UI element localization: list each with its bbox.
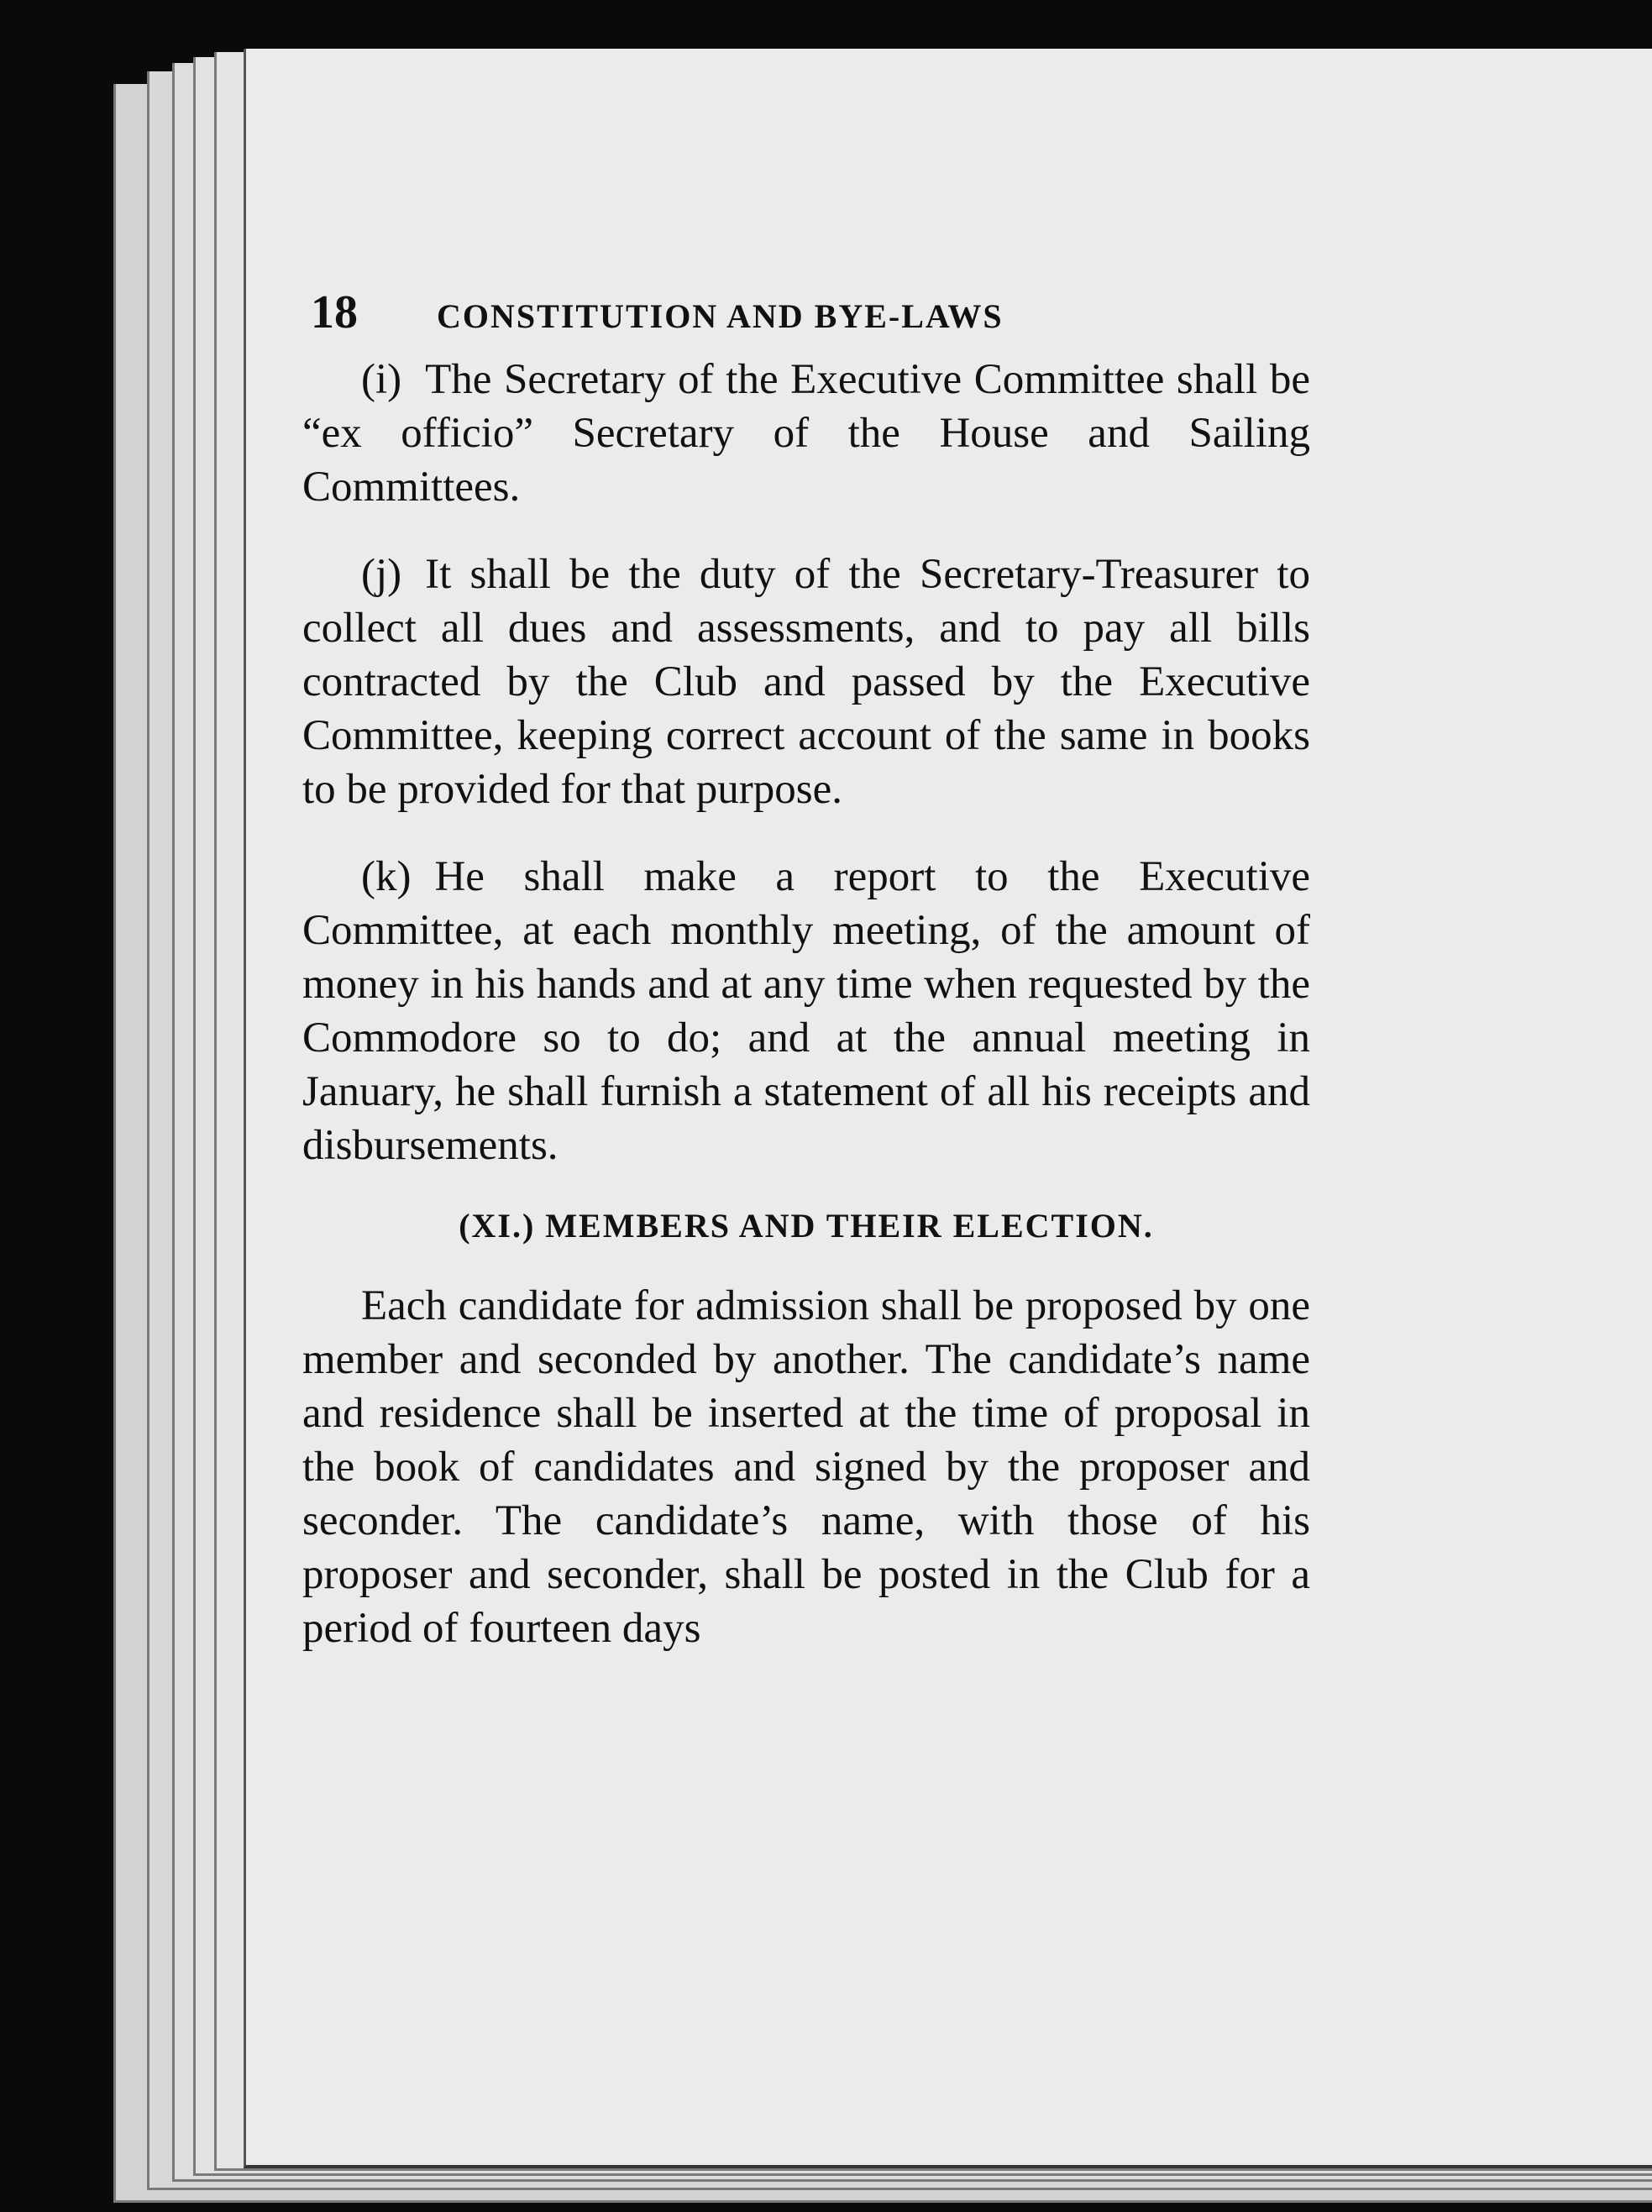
paragraph-text: He shall make a report to the Executive Committee, at each monthly meeting, of the amount of money in his hands and at any time when requested by the Commodore so to do; and at the annual meeting in January, he shall furnish a statement of all his receipts and disbursements. bbox=[302, 853, 1310, 1169]
paragraph-i bbox=[302, 353, 1310, 514]
paragraph-k bbox=[302, 850, 1310, 1172]
paragraph-text: It shall be the duty of the Secretary-Treasurer to collect all dues and assessments, and to pay all bills contracted by the Club and passed by the Executive Committee, keeping correct account of the same in books to be provided for that purpose. bbox=[302, 551, 1310, 813]
section-paragraph: Each candidate for admission shall be proposed by one member and seconded by another. The candidate’s name and residence shall be inserted at the time of proposal in the book of candidates and signed by the proposer and seconder. The candidate’s name, with those of his proposer and seconder, shall be posted in the Club for a period of fourteen days bbox=[302, 1282, 1310, 1652]
paragraph-j bbox=[302, 548, 1310, 816]
page-number: 18 bbox=[311, 286, 358, 338]
page-content bbox=[302, 286, 1310, 1689]
paragraph-tag: (j) bbox=[361, 551, 402, 598]
paragraph-tag: (k) bbox=[361, 853, 412, 900]
paragraph-tag: (i) bbox=[361, 356, 402, 403]
paragraph-text: The Secretary of the Executive Committee shall be “ex officio” Secretary of the House and Sailing Committees. bbox=[302, 356, 1310, 511]
section-heading: (XI.) MEMBERS AND THEIR ELECTION. bbox=[459, 1207, 1154, 1245]
running-title: CONSTITUTION AND BYE-LAWS bbox=[437, 297, 1004, 335]
running-head bbox=[311, 286, 1310, 353]
